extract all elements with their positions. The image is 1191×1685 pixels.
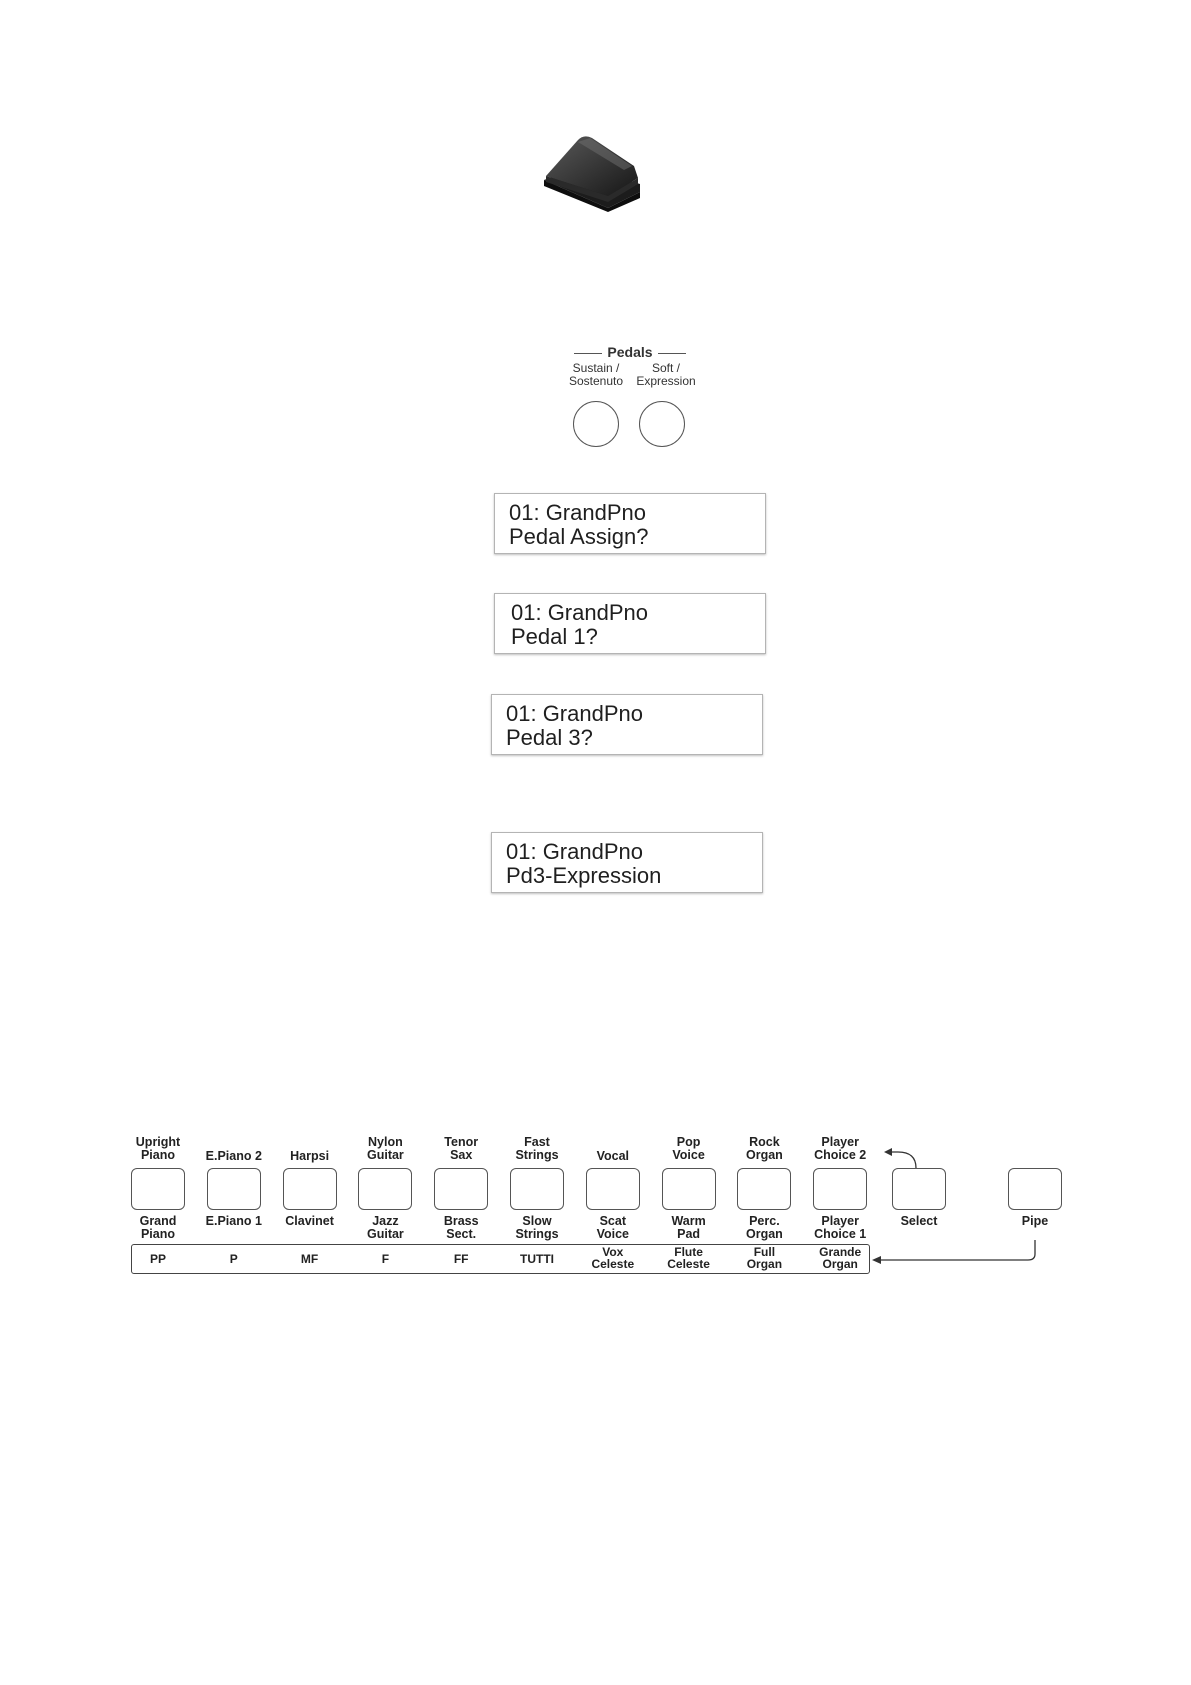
voice-button[interactable] (207, 1168, 261, 1210)
label-line: TUTTI (520, 1252, 554, 1266)
label-line: Organ (746, 1257, 783, 1271)
lcd-line-2: Pedal 3? (506, 725, 593, 750)
label-line: Flute (674, 1245, 703, 1259)
label-line: Grande (819, 1245, 862, 1259)
voice-bottom-label (118, 1215, 198, 1241)
voice-button[interactable] (434, 1168, 488, 1210)
label-line: Player (821, 1214, 859, 1228)
voice-top-label (724, 1136, 804, 1162)
label-line: P (229, 1252, 238, 1266)
lcd-line-1: 01: GrandPno (509, 500, 646, 525)
voice-top-label (649, 1136, 729, 1162)
label-line: Organ (822, 1257, 858, 1271)
lcd-line-1: 01: GrandPno (506, 839, 643, 864)
voice-top-label (270, 1150, 350, 1163)
sustain-sostenuto-socket (573, 401, 619, 447)
voice-button[interactable] (358, 1168, 412, 1210)
label-line: Pop (676, 1135, 701, 1149)
label-line: Choice 2 (814, 1148, 867, 1162)
label-line: Celeste (591, 1257, 635, 1271)
label-line: Piano (140, 1148, 176, 1162)
label-line: Organ (745, 1148, 783, 1162)
voice-bottom-label (649, 1215, 729, 1241)
label-line: Rock (749, 1135, 780, 1149)
label-line: PP (149, 1252, 166, 1266)
lcd-line-2: Pedal 1? (511, 624, 598, 649)
voice-bottom-label (345, 1215, 425, 1241)
label-line: Guitar (366, 1148, 404, 1162)
label-line: Tenor (444, 1135, 479, 1149)
lcd-line-2: Pd3-Expression (506, 863, 662, 888)
label-line: Vocal (596, 1149, 629, 1163)
pedals-heading: Pedals (560, 344, 700, 360)
label-line: Harpsi (290, 1149, 330, 1163)
voice-top-label (345, 1136, 425, 1162)
lcd-line-1: 01: GrandPno (511, 600, 648, 625)
soft-expression-label: Soft / Expression (636, 361, 696, 388)
lcd-display-pedal-1 (494, 593, 766, 654)
voice-button[interactable] (510, 1168, 564, 1210)
label-line: Player (821, 1135, 859, 1149)
voice-button[interactable] (737, 1168, 791, 1210)
lcd-display-pedal-3 (491, 694, 763, 755)
voice-bottom-label (573, 1215, 653, 1241)
label-line: Upright (135, 1135, 181, 1149)
soft-expression-socket (639, 401, 685, 447)
label-line: Strings (515, 1148, 559, 1162)
voice-top-label (421, 1136, 501, 1162)
label-line: Celeste (667, 1257, 710, 1271)
select-label: Select (900, 1214, 938, 1228)
label-line: Perc. (749, 1214, 780, 1228)
dynamics-strip (131, 1244, 870, 1274)
voice-top-label (118, 1136, 198, 1162)
voice-button[interactable] (662, 1168, 716, 1210)
lcd-display-pedal-assign (494, 493, 766, 554)
label-line: Voice (596, 1227, 629, 1241)
label-line: Full (753, 1245, 776, 1259)
label-line: Jazz (372, 1214, 399, 1228)
lcd-line-1: 01: GrandPno (506, 701, 643, 726)
label-line: Grand (139, 1214, 177, 1228)
label-line: Scat (599, 1214, 626, 1228)
label-line: Warm (671, 1214, 706, 1228)
label-line: Choice 1 (814, 1227, 867, 1241)
label-line: Brass (443, 1214, 479, 1228)
label-line: E.Piano 2 (205, 1149, 262, 1163)
label-line: Slow (522, 1214, 552, 1228)
voice-bottom-label (270, 1215, 350, 1228)
voice-bottom-label (421, 1215, 501, 1241)
label-line: FF (453, 1252, 469, 1266)
label-line: Nylon (368, 1135, 403, 1149)
lcd-line-2: Pedal Assign? (509, 524, 649, 549)
label-line: E.Piano 1 (205, 1214, 262, 1228)
label-line: Organ (745, 1227, 783, 1241)
pipe-label: Pipe (1021, 1214, 1049, 1228)
label-line: MF (300, 1252, 319, 1266)
label-line: Piano (140, 1227, 176, 1241)
voice-bottom-label (194, 1215, 274, 1228)
label-line: Pad (677, 1227, 701, 1241)
voice-top-label (194, 1150, 274, 1163)
voice-top-label (573, 1150, 653, 1163)
expression-pedal-image (538, 130, 648, 212)
label-line: Guitar (366, 1227, 404, 1241)
lcd-display-pd3-expression (491, 832, 763, 893)
label-line: Fast (524, 1135, 550, 1149)
label-line: Vox (602, 1245, 624, 1259)
label-line: Sax (450, 1148, 473, 1162)
voice-button[interactable] (283, 1168, 337, 1210)
panel-arrows (860, 1140, 1060, 1280)
voice-bottom-label (724, 1215, 804, 1241)
label-line: Voice (672, 1148, 705, 1162)
sustain-sostenuto-label: Sustain / Sostenuto (568, 361, 624, 388)
voice-button[interactable] (131, 1168, 185, 1210)
label-line: Clavinet (285, 1214, 334, 1228)
voice-button[interactable] (586, 1168, 640, 1210)
label-line: F (381, 1252, 390, 1266)
label-line: Strings (515, 1227, 559, 1241)
voice-top-label (497, 1136, 577, 1162)
voice-bottom-label (497, 1215, 577, 1241)
label-line: Sect. (446, 1227, 477, 1241)
